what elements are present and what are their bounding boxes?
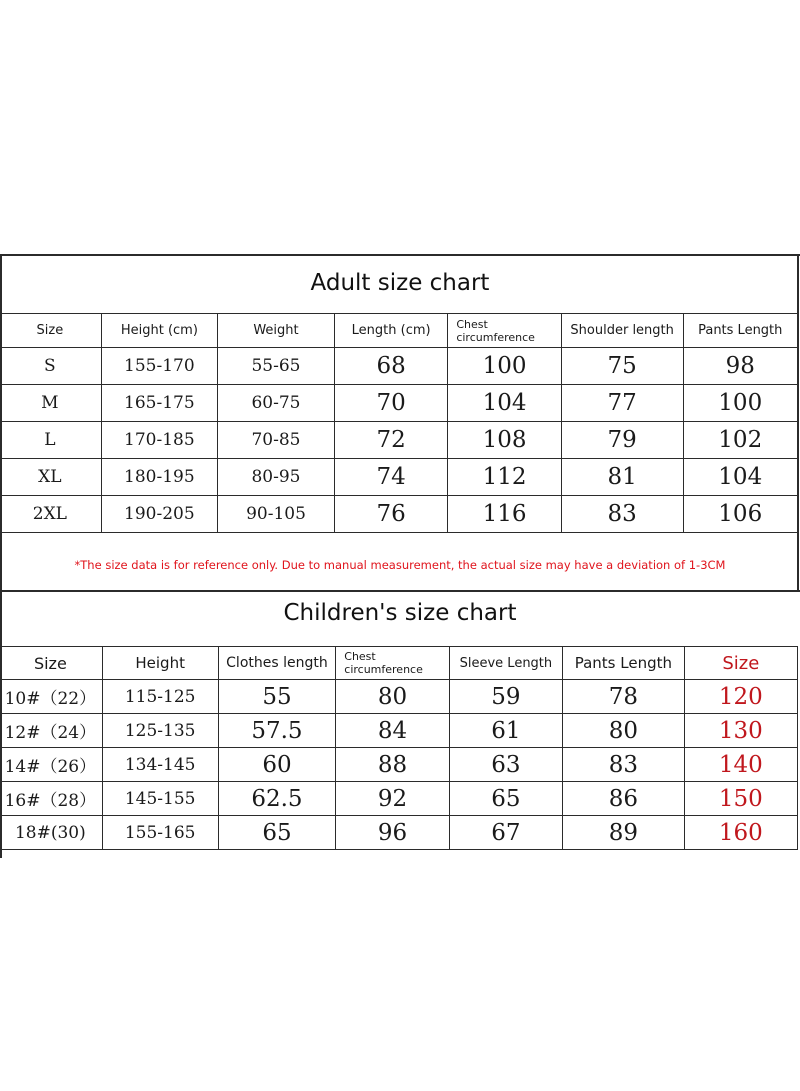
adult-pants-cell: 106 [683,496,798,533]
children-header-size: Size [0,647,102,680]
section-divider [0,590,800,592]
children-chest-cell: 96 [336,816,449,850]
table-row [0,782,798,816]
children-size-code-cell: 130 [684,714,797,748]
adult-header-size: Size [0,314,101,348]
children-height-cell: 134-145 [102,748,218,782]
children-chest-cell: 92 [336,782,449,816]
adult-weight-cell: 70-85 [218,422,335,459]
children-sleeve-cell: 63 [449,748,563,782]
children-pants-cell: 89 [563,816,684,850]
children-sleeve-cell: 65 [449,782,563,816]
adult-weight-cell: 90-105 [218,496,335,533]
adult-shoulder-cell: 77 [561,385,683,422]
adult-header-weight: Weight [218,314,335,348]
children-clothes-length-cell: 57.5 [218,714,336,748]
table-row [0,348,798,385]
children-pants-cell: 80 [563,714,684,748]
children-height-cell: 155-165 [102,816,218,850]
adult-pants-cell: 102 [683,422,798,459]
adult-length-cell: 70 [334,385,447,422]
adult-chest-cell: 108 [448,422,562,459]
children-sleeve-cell: 67 [449,816,563,850]
children-height-cell: 145-155 [102,782,218,816]
children-height-cell: 115-125 [102,680,218,714]
adult-size-table [0,313,798,533]
adult-height-cell: 170-185 [101,422,217,459]
adult-size-cell: L [0,422,101,459]
adult-height-cell: 155-170 [101,348,217,385]
children-header-clothes-length: Clothes length [218,647,336,680]
children-pants-cell: 83 [563,748,684,782]
top-border [0,254,800,256]
adult-height-cell: 180-195 [101,459,217,496]
table-row [0,496,798,533]
children-size-cell: 10#（22） [0,680,102,714]
size-chart-sheet [0,254,800,858]
adult-shoulder-cell: 81 [561,459,683,496]
adult-size-cell: 2XL [0,496,101,533]
adult-header-length: Length (cm) [334,314,447,348]
children-chest-cell: 84 [336,714,449,748]
adult-size-cell: S [0,348,101,385]
children-sleeve-cell: 59 [449,680,563,714]
adult-header-chest: Chest circumference [448,314,562,348]
children-clothes-length-cell: 55 [218,680,336,714]
adult-header-shoulder: Shoulder length [561,314,683,348]
adult-chest-cell: 116 [448,496,562,533]
table-row [0,680,798,714]
adult-length-cell: 74 [334,459,447,496]
children-pants-cell: 78 [563,680,684,714]
adult-height-cell: 165-175 [101,385,217,422]
size-disclaimer-note: *The size data is for reference only. Due to manual measurement, the actual size may have a deviation of 1-3CM [74,558,726,572]
children-header-size-code: Size [684,647,797,680]
children-size-code-cell: 140 [684,748,797,782]
children-size-code-cell: 150 [684,782,797,816]
children-header-chest: Chest circumference [336,647,449,680]
adult-size-cell: M [0,385,101,422]
children-header-height: Height [102,647,218,680]
children-header-pants: Pants Length [563,647,684,680]
adult-shoulder-cell: 75 [561,348,683,385]
adult-header-row [0,314,798,348]
children-height-cell: 125-135 [102,714,218,748]
children-chest-cell: 88 [336,748,449,782]
children-size-cell: 12#（24） [0,714,102,748]
children-size-table [0,646,798,850]
children-size-code-cell: 160 [684,816,797,850]
adult-length-cell: 76 [334,496,447,533]
adult-chart-title: Adult size chart [310,270,490,296]
adult-weight-cell: 80-95 [218,459,335,496]
children-chest-cell: 80 [336,680,449,714]
children-size-cell: 18#(30) [0,816,102,850]
children-header-row [0,647,798,680]
adult-length-cell: 72 [334,422,447,459]
children-size-cell: 16#（28） [0,782,102,816]
adult-pants-cell: 100 [683,385,798,422]
children-size-code-cell: 120 [684,680,797,714]
adult-chest-cell: 100 [448,348,562,385]
children-sleeve-cell: 61 [449,714,563,748]
table-row [0,459,798,496]
adult-size-cell: XL [0,459,101,496]
adult-chest-cell: 104 [448,385,562,422]
children-chart-title: Children's size chart [283,600,517,626]
children-clothes-length-cell: 62.5 [218,782,336,816]
children-pants-cell: 86 [563,782,684,816]
children-clothes-length-cell: 60 [218,748,336,782]
adult-shoulder-cell: 83 [561,496,683,533]
adult-header-pants: Pants Length [683,314,798,348]
table-row [0,714,798,748]
adult-pants-cell: 98 [683,348,798,385]
children-clothes-length-cell: 65 [218,816,336,850]
adult-weight-cell: 55-65 [218,348,335,385]
adult-chest-cell: 112 [448,459,562,496]
adult-height-cell: 190-205 [101,496,217,533]
children-header-sleeve: Sleeve Length [449,647,563,680]
adult-header-height: Height (cm) [101,314,217,348]
table-row [0,422,798,459]
adult-length-cell: 68 [334,348,447,385]
table-row [0,385,798,422]
table-row [0,748,798,782]
adult-pants-cell: 104 [683,459,798,496]
children-size-cell: 14#（26） [0,748,102,782]
adult-weight-cell: 60-75 [218,385,335,422]
adult-shoulder-cell: 79 [561,422,683,459]
table-row [0,816,798,850]
